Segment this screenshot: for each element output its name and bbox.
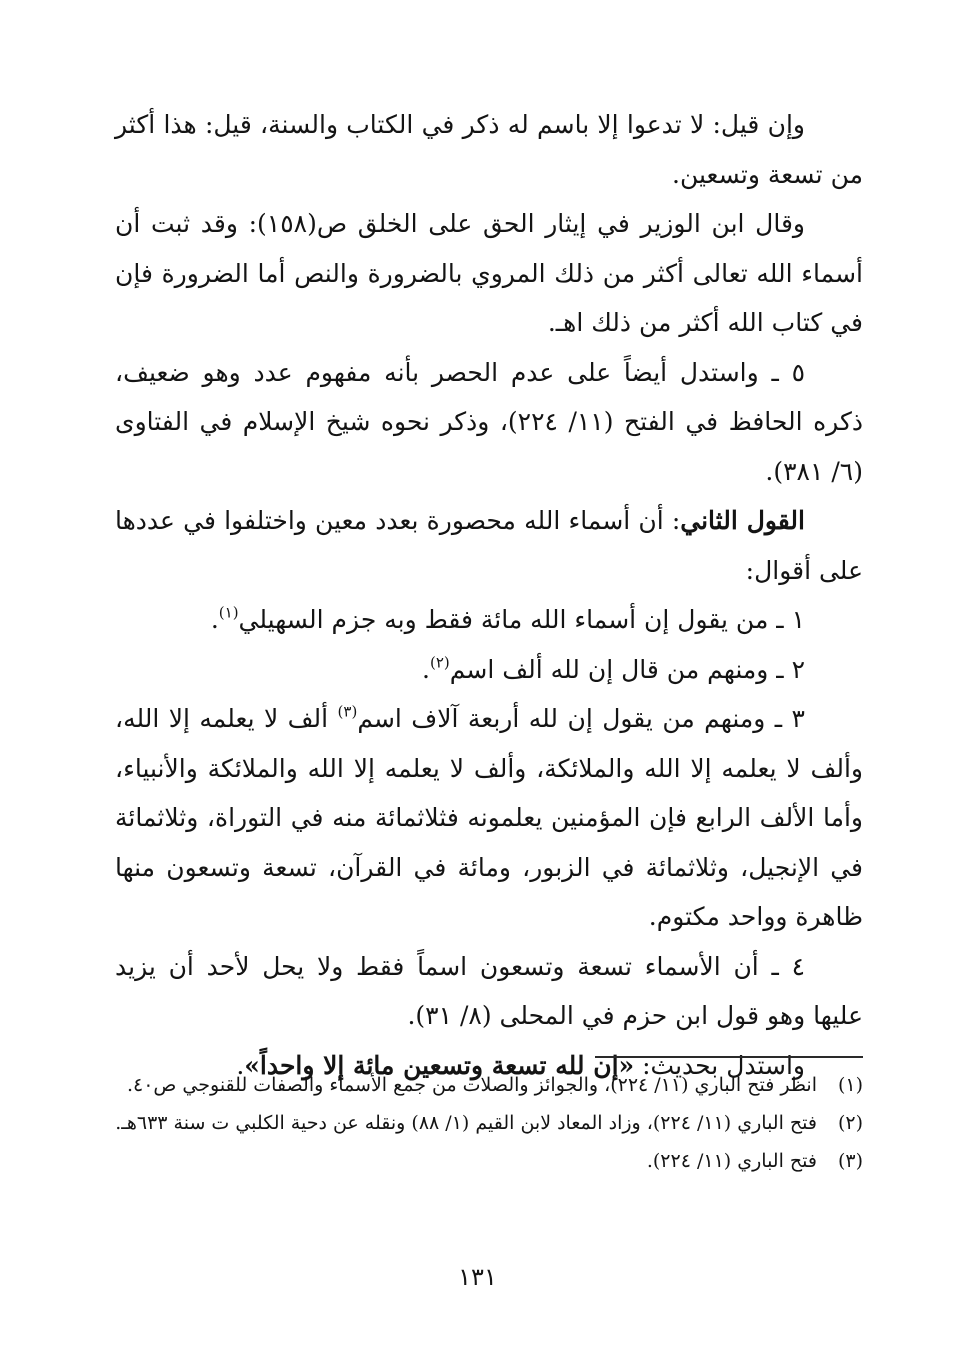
- footnote-3: [110, 1144, 863, 1179]
- paragraph-second-opinion: [115, 496, 863, 595]
- footnote-ref-3[interactable]: (٣): [337, 702, 358, 721]
- hadith-lead: واستدل بحديث:: [634, 1050, 805, 1080]
- list-item-2: [115, 645, 863, 695]
- footnote-separator: [595, 1056, 863, 1058]
- paragraph-point-5-text: ٥ ـ واستدل أيضاً على عدم الحصر بأنه مفهوم عدد وهو ضعيف، ذكره الحافظ في الفتح (١١/ ٢٢٤)، وذكر نحوه شيخ الإسلام في الفتاوى (٦/ ٣٨١).: [115, 357, 863, 486]
- paragraph-objection: [115, 100, 863, 199]
- page-number: ١٣١: [458, 1263, 497, 1291]
- paragraph-ibn-alwazir-text: وقال ابن الوزير في إيثار الحق على الخلق ص(١٥٨): وقد ثبت أن أسماء الله تعالى أكثر من ذلك المروي بالضرورة والنص أما الضرورة فإن في كتاب الله أكثر من ذلك اهـ.: [115, 209, 863, 337]
- paragraph-objection-text: وإن قيل: لا تدعوا إلا باسم له ذكر في الكتاب والسنة، قيل: هذا أكثر من تسعة وتسعين.: [115, 110, 863, 189]
- footnote-1-number: (١): [837, 1074, 863, 1096]
- list-item-1: [115, 595, 863, 645]
- footnote-2: [110, 1106, 863, 1141]
- footnote-3-text: فتح الباري (١١/ ٢٢٤).: [646, 1150, 817, 1172]
- list-item-1-end: .: [210, 605, 219, 634]
- footnote-1: [110, 1068, 863, 1103]
- paragraph-ibn-alwazir: [115, 199, 863, 348]
- footnotes: [110, 1068, 863, 1182]
- paragraph-point-5: [115, 348, 863, 497]
- list-item-4: [115, 942, 863, 1041]
- list-item-3-text-a: ٣ ـ ومنهم من يقول إن لله أربعة آلاف اسم: [357, 704, 805, 733]
- list-item-1-text: ١ ـ من يقول إن أسماء الله مائة فقط وبه جزم السهيلي: [238, 605, 805, 634]
- list-item-2-text: ٢ ـ ومنهم من قال إن لله ألف اسم: [449, 654, 805, 684]
- footnote-ref-1[interactable]: (١): [218, 603, 239, 622]
- second-opinion-text: : أن أسماء الله محصورة بعدد معين واختلفوا في عددها على أقوال:: [115, 506, 863, 585]
- list-item-3-text-b: ألف لا يعلمه إلا الله، وألف لا يعلمه إلا الله والملائكة، وألف لا يعلمه إلا الله والملائكة والأنبياء، وأما الألف الرابع فإن المؤمنين يعلمونه فثلاثمائة منه في التوراة، وثلاثمائة في الإنجيل، وثلاثمائة في الزبور، ومائة في القرآن، تسعة وتسعون منها ظاهرة وواحد مكتوم.: [115, 704, 863, 931]
- footnote-1-text: انظر فتح الباري (١١/ ٢٢٤)، والجوائز والصلات من جمع الأسماء والصفات للقنوجي ص٤٠.: [126, 1074, 817, 1096]
- hadith-end: .: [236, 1050, 245, 1080]
- footnote-2-text: فتح الباري (١١/ ٢٢٤)، وزاد المعاد لابن القيم (١/ ٨٨) ونقله عن دحية الكلبي ت سنة ٦٣٣هـ.: [115, 1112, 817, 1134]
- main-text: [115, 100, 863, 1090]
- footnote-3-number: (٣): [837, 1150, 863, 1172]
- footnote-ref-2[interactable]: (٢): [429, 653, 450, 671]
- second-opinion-heading: القول الثاني: [680, 506, 805, 535]
- hadith-quote: «إن لله تسعة وتسعين مائة إلا واحداً»: [244, 1050, 635, 1080]
- footnote-2-number: (٢): [837, 1112, 863, 1134]
- list-item-2-end: .: [422, 654, 430, 684]
- list-item-4-text: ٤ ـ أن الأسماء تسعة وتسعون اسماً فقط ولا يحل لأحد أن يزيد عليها وهو قول ابن حزم في المحلى (٨/ ٣١).: [115, 951, 863, 1030]
- list-item-3: [115, 694, 863, 942]
